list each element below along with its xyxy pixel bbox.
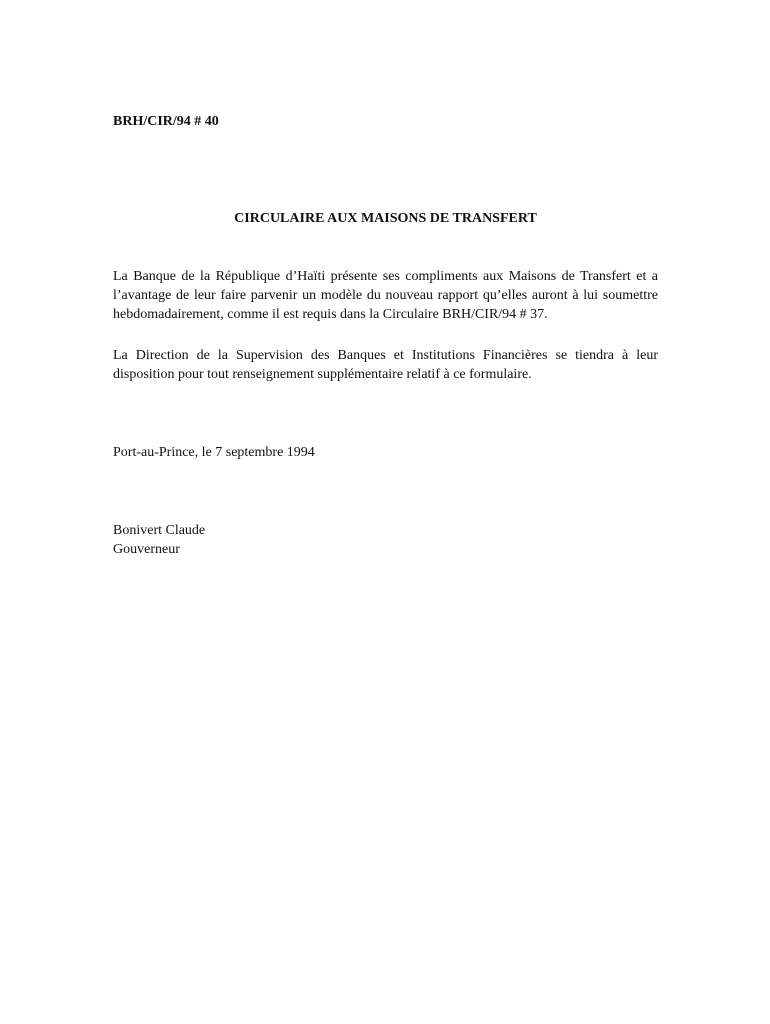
body-paragraph-1: La Banque de la République d’Haïti présente ses compliments aux Maisons de Transfert et a l’avantage de leur faire parvenir un modèle du nouveau rapport qu’elles auront à lui soumettre hebdomadairement, comme il est requis dans la Circulaire BRH/CIR/94 # 37.: [113, 269, 658, 322]
circular-reference: BRH/CIR/94 # 40: [113, 114, 219, 129]
place-and-date: Port-au-Prince, le 7 septembre 1994: [113, 445, 315, 460]
document-title: CIRCULAIRE AUX MAISONS DE TRANSFERT: [234, 211, 537, 226]
signatory-name: Bonivert Claude: [113, 523, 206, 538]
signatory-title: Gouverneur: [113, 542, 180, 557]
body-paragraph-2: La Direction de la Supervision des Banques et Institutions Financières se tiendra à leur disposition pour tout renseignement supplémentaire relatif à ce formulaire.: [113, 348, 658, 382]
